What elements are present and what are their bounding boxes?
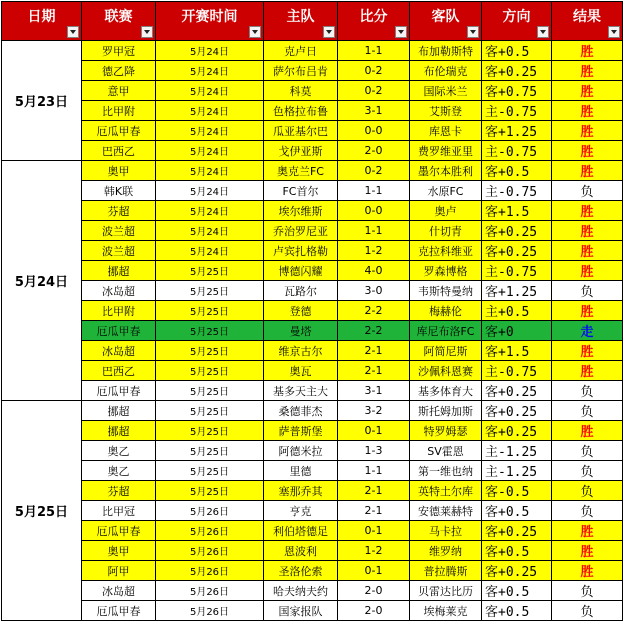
date-cell[interactable]: 5月24日	[2, 161, 82, 401]
dir-cell[interactable]: 客+1.25	[482, 281, 552, 301]
league-cell[interactable]: 厄瓜甲春	[82, 121, 156, 141]
home-cell[interactable]: 国家报队	[264, 601, 338, 621]
home-cell[interactable]: 利伯塔德足	[264, 521, 338, 541]
table-row	[2, 321, 623, 341]
header-date-label: 日期	[27, 9, 56, 25]
league-cell[interactable]: 波兰超	[82, 241, 156, 261]
away-cell[interactable]: 墨尔本胜利	[410, 161, 482, 181]
away-cell[interactable]: 布伦瑞克	[410, 61, 482, 81]
home-cell[interactable]: 桑德菲杰	[264, 401, 338, 421]
time-cell[interactable]: 5月25日	[156, 321, 264, 341]
league-cell[interactable]: 冰岛超	[82, 281, 156, 301]
date-cell[interactable]: 5月25日	[2, 401, 82, 621]
score-cell[interactable]: 0-2	[338, 61, 410, 81]
time-cell[interactable]: 5月26日	[156, 521, 264, 541]
score-cell[interactable]: 0-1	[338, 561, 410, 581]
away-cell[interactable]: 布加勒斯特	[410, 41, 482, 61]
league-cell[interactable]: 巴西乙	[82, 361, 156, 381]
time-cell[interactable]: 5月26日	[156, 581, 264, 601]
league-cell[interactable]: 奥乙	[82, 461, 156, 481]
time-cell[interactable]: 5月26日	[156, 501, 264, 521]
result-cell[interactable]: 胜	[552, 121, 623, 141]
table-row	[2, 81, 623, 101]
away-cell[interactable]: 梅赫伦	[410, 301, 482, 321]
table-row	[2, 401, 623, 421]
score-cell[interactable]: 3-0	[338, 281, 410, 301]
header-row	[2, 2, 623, 41]
result-cell[interactable]: 胜	[552, 161, 623, 181]
table-row	[2, 501, 623, 521]
score-cell[interactable]: 2-0	[338, 601, 410, 621]
dir-cell[interactable]: 客+0.5	[482, 581, 552, 601]
dir-cell[interactable]: 客+0.25	[482, 421, 552, 441]
away-cell[interactable]: 基多体育大	[410, 381, 482, 401]
league-cell[interactable]: 挪超	[82, 421, 156, 441]
home-cell[interactable]: 基多天主大	[264, 381, 338, 401]
home-cell[interactable]: 戈伊亚斯	[264, 141, 338, 161]
table-row	[2, 381, 623, 401]
result-cell[interactable]: 负	[552, 581, 623, 601]
date-cell[interactable]: 5月23日	[2, 41, 82, 161]
score-cell[interactable]: 1-2	[338, 541, 410, 561]
league-cell[interactable]: 厄瓜甲春	[82, 601, 156, 621]
table-row	[2, 481, 623, 501]
away-cell[interactable]: 奥卢	[410, 201, 482, 221]
away-cell[interactable]: 第一维也纳	[410, 461, 482, 481]
league-cell[interactable]: 挪超	[82, 401, 156, 421]
result-cell[interactable]: 负	[552, 181, 623, 201]
time-cell[interactable]: 5月24日	[156, 141, 264, 161]
dir-cell[interactable]: 客+0.5	[482, 41, 552, 61]
league-cell[interactable]: 奥甲	[82, 161, 156, 181]
dir-cell[interactable]: 客+0.25	[482, 401, 552, 421]
league-cell[interactable]: 意甲	[82, 81, 156, 101]
away-cell[interactable]: 埃梅莱克	[410, 601, 482, 621]
league-cell[interactable]: 厄瓜甲春	[82, 381, 156, 401]
time-cell[interactable]: 5月24日	[156, 181, 264, 201]
away-cell[interactable]: 阿简尼斯	[410, 341, 482, 361]
table-row	[2, 341, 623, 361]
result-cell[interactable]: 胜	[552, 81, 623, 101]
away-cell[interactable]: 什切青	[410, 221, 482, 241]
away-cell[interactable]: 斯托姆加斯	[410, 401, 482, 421]
away-cell[interactable]: SV霍恩	[410, 441, 482, 461]
home-cell[interactable]: 奥克兰FC	[264, 161, 338, 181]
result-cell[interactable]: 负	[552, 501, 623, 521]
table-row	[2, 201, 623, 221]
score-cell[interactable]: 2-1	[338, 341, 410, 361]
table-row	[2, 581, 623, 601]
result-cell[interactable]: 负	[552, 461, 623, 481]
result-cell[interactable]: 胜	[552, 101, 623, 121]
score-cell[interactable]: 1-2	[338, 241, 410, 261]
time-cell[interactable]: 5月25日	[156, 301, 264, 321]
dir-cell[interactable]: 客+0.25	[482, 381, 552, 401]
dir-cell[interactable]: 客+0.5	[482, 541, 552, 561]
score-cell[interactable]: 0-2	[338, 161, 410, 181]
dir-cell[interactable]: 主-1.25	[482, 461, 552, 481]
score-cell[interactable]: 2-1	[338, 361, 410, 381]
dir-cell[interactable]: 主-0.75	[482, 261, 552, 281]
score-cell[interactable]: 1-1	[338, 221, 410, 241]
time-cell[interactable]: 5月24日	[156, 221, 264, 241]
table-row	[2, 561, 623, 581]
score-cell[interactable]: 3-1	[338, 101, 410, 121]
table-row	[2, 241, 623, 261]
home-cell[interactable]: 奥瓦	[264, 361, 338, 381]
time-cell[interactable]: 5月26日	[156, 601, 264, 621]
filter-dropdown-icon[interactable]	[249, 26, 261, 38]
away-cell[interactable]: 库恩卡	[410, 121, 482, 141]
score-cell[interactable]: 2-1	[338, 501, 410, 521]
league-cell[interactable]: 波兰超	[82, 221, 156, 241]
league-cell[interactable]: 挪超	[82, 261, 156, 281]
score-cell[interactable]: 2-1	[338, 481, 410, 501]
table-row	[2, 281, 623, 301]
dir-cell[interactable]: 客+0	[482, 321, 552, 341]
dir-cell[interactable]: 客+0.25	[482, 521, 552, 541]
result-cell[interactable]: 胜	[552, 521, 623, 541]
league-cell[interactable]: 芬超	[82, 201, 156, 221]
home-cell[interactable]: 圣洛伦索	[264, 561, 338, 581]
time-cell[interactable]: 5月24日	[156, 241, 264, 261]
filter-dropdown-icon[interactable]	[467, 26, 479, 38]
home-cell[interactable]: 瓜亚基尔巴	[264, 121, 338, 141]
score-cell[interactable]: 1-3	[338, 441, 410, 461]
header-result[interactable]	[552, 2, 623, 41]
time-cell[interactable]: 5月25日	[156, 381, 264, 401]
table-row	[2, 41, 623, 61]
result-cell[interactable]: 负	[552, 381, 623, 401]
time-cell[interactable]: 5月25日	[156, 341, 264, 361]
result-cell[interactable]: 负	[552, 601, 623, 621]
league-cell[interactable]: 比甲冠	[82, 501, 156, 521]
home-cell[interactable]: 维京古尔	[264, 341, 338, 361]
time-cell[interactable]: 5月25日	[156, 281, 264, 301]
result-cell[interactable]: 胜	[552, 41, 623, 61]
time-cell[interactable]: 5月26日	[156, 561, 264, 581]
table-row	[2, 361, 623, 381]
header-result-label: 结果	[573, 9, 601, 25]
result-cell[interactable]: 走	[552, 321, 623, 341]
score-cell[interactable]: 0-2	[338, 81, 410, 101]
table-row	[2, 301, 623, 321]
away-cell[interactable]: 维罗纳	[410, 541, 482, 561]
filter-dropdown-icon[interactable]	[67, 26, 79, 38]
home-cell[interactable]: 博德闪耀	[264, 261, 338, 281]
dir-cell[interactable]: 客-0.5	[482, 481, 552, 501]
league-cell[interactable]: 冰岛超	[82, 581, 156, 601]
header-time-label: 开赛时间	[181, 9, 238, 25]
league-cell[interactable]: 奥甲	[82, 541, 156, 561]
time-cell[interactable]: 5月26日	[156, 541, 264, 561]
score-cell[interactable]: 2-0	[338, 141, 410, 161]
home-cell[interactable]: 塞那乔其	[264, 481, 338, 501]
dir-cell[interactable]: 客+0.5	[482, 161, 552, 181]
table-row	[2, 521, 623, 541]
filter-dropdown-icon[interactable]	[395, 26, 407, 38]
result-cell[interactable]: 胜	[552, 261, 623, 281]
time-cell[interactable]: 5月25日	[156, 421, 264, 441]
league-cell[interactable]: 巴西乙	[82, 141, 156, 161]
filter-dropdown-icon[interactable]	[608, 26, 620, 38]
away-cell[interactable]: 艾斯登	[410, 101, 482, 121]
time-cell[interactable]: 5月24日	[156, 61, 264, 81]
header-score[interactable]	[338, 2, 410, 41]
header-score-label: 比分	[359, 9, 388, 25]
league-cell[interactable]: 韩K联	[82, 181, 156, 201]
dir-cell[interactable]: 主+0.5	[482, 301, 552, 321]
result-cell[interactable]: 胜	[552, 561, 623, 581]
header-away[interactable]	[410, 2, 482, 41]
away-cell[interactable]: 安德莱赫特	[410, 501, 482, 521]
away-cell[interactable]: 英特土尔库	[410, 481, 482, 501]
dir-cell[interactable]: 客+0.5	[482, 501, 552, 521]
dir-cell[interactable]: 客+0.25	[482, 561, 552, 581]
filter-dropdown-icon[interactable]	[323, 26, 335, 38]
away-cell[interactable]: 韦斯特曼纳	[410, 281, 482, 301]
time-cell[interactable]: 5月25日	[156, 461, 264, 481]
away-cell[interactable]: 特罗姆瑟	[410, 421, 482, 441]
table-row	[2, 181, 623, 201]
away-cell[interactable]: 罗森博格	[410, 261, 482, 281]
score-cell[interactable]: 4-0	[338, 261, 410, 281]
league-cell[interactable]: 厄瓜甲春	[82, 521, 156, 541]
home-cell[interactable]: 瓦路尔	[264, 281, 338, 301]
table-row	[2, 601, 623, 621]
away-cell[interactable]: 库尼布洛FC	[410, 321, 482, 341]
away-cell[interactable]: 沙佩科恩赛	[410, 361, 482, 381]
away-cell[interactable]: 马卡拉	[410, 521, 482, 541]
home-cell[interactable]: 科莫	[264, 81, 338, 101]
header-away-label: 客队	[431, 9, 460, 25]
table-row	[2, 441, 623, 461]
dir-cell[interactable]: 主-0.75	[482, 181, 552, 201]
away-cell[interactable]: 水原FC	[410, 181, 482, 201]
score-cell[interactable]: 0-0	[338, 201, 410, 221]
time-cell[interactable]: 5月25日	[156, 361, 264, 381]
time-cell[interactable]: 5月24日	[156, 161, 264, 181]
header-league-label: 联赛	[104, 9, 133, 25]
table-row	[2, 541, 623, 561]
home-cell[interactable]: 乔治罗尼亚	[264, 221, 338, 241]
table-row	[2, 161, 623, 181]
time-cell[interactable]: 5月25日	[156, 261, 264, 281]
dir-cell[interactable]: 客+0.75	[482, 81, 552, 101]
league-cell[interactable]: 芬超	[82, 481, 156, 501]
score-cell[interactable]: 0-1	[338, 421, 410, 441]
league-cell[interactable]: 阿甲	[82, 561, 156, 581]
header-date[interactable]	[2, 2, 82, 41]
home-cell[interactable]: FC首尔	[264, 181, 338, 201]
league-cell[interactable]: 冰岛超	[82, 341, 156, 361]
league-cell[interactable]: 厄瓜甲春	[82, 321, 156, 341]
time-cell[interactable]: 5月24日	[156, 121, 264, 141]
league-cell[interactable]: 德乙降	[82, 61, 156, 81]
result-cell[interactable]: 胜	[552, 421, 623, 441]
away-cell[interactable]: 普拉腾斯	[410, 561, 482, 581]
league-cell[interactable]: 比甲附	[82, 101, 156, 121]
table-row	[2, 221, 623, 241]
score-cell[interactable]: 1-1	[338, 461, 410, 481]
dir-cell[interactable]: 主-0.75	[482, 101, 552, 121]
dir-cell[interactable]: 客+1.5	[482, 201, 552, 221]
table-row	[2, 141, 623, 161]
dir-cell[interactable]: 客+1.5	[482, 341, 552, 361]
home-cell[interactable]: 登德	[264, 301, 338, 321]
time-cell[interactable]: 5月25日	[156, 481, 264, 501]
result-cell[interactable]: 胜	[552, 361, 623, 381]
away-cell[interactable]: 国际米兰	[410, 81, 482, 101]
score-cell[interactable]: 2-0	[338, 581, 410, 601]
header-home-label: 主队	[286, 9, 315, 25]
score-cell[interactable]: 2-2	[338, 301, 410, 321]
time-cell[interactable]: 5月24日	[156, 101, 264, 121]
home-cell[interactable]: 卢宾扎格勒	[264, 241, 338, 261]
home-cell[interactable]: 恩波利	[264, 541, 338, 561]
home-cell[interactable]: 色格拉布鲁	[264, 101, 338, 121]
home-cell[interactable]: 萨尔布吕肯	[264, 61, 338, 81]
away-cell[interactable]: 贝雷达比历	[410, 581, 482, 601]
score-cell[interactable]: 0-1	[338, 521, 410, 541]
league-cell[interactable]: 比甲附	[82, 301, 156, 321]
score-cell[interactable]: 2-2	[338, 321, 410, 341]
result-cell[interactable]: 胜	[552, 341, 623, 361]
header-direction[interactable]	[482, 2, 552, 41]
home-cell[interactable]: 曼塔	[264, 321, 338, 341]
time-cell[interactable]: 5月24日	[156, 201, 264, 221]
time-cell[interactable]: 5月24日	[156, 41, 264, 61]
match-table	[1, 1, 623, 621]
time-cell[interactable]: 5月25日	[156, 441, 264, 461]
time-cell[interactable]: 5月24日	[156, 81, 264, 101]
header-home[interactable]	[264, 2, 338, 41]
away-cell[interactable]: 克拉科维亚	[410, 241, 482, 261]
result-cell[interactable]: 胜	[552, 541, 623, 561]
score-cell[interactable]: 1-1	[338, 41, 410, 61]
result-cell[interactable]: 负	[552, 281, 623, 301]
table-row	[2, 61, 623, 81]
result-cell[interactable]: 胜	[552, 241, 623, 261]
table-row	[2, 121, 623, 141]
score-cell[interactable]: 0-0	[338, 121, 410, 141]
table-row	[2, 261, 623, 281]
result-cell[interactable]: 负	[552, 401, 623, 421]
dir-cell[interactable]: 客+0.25	[482, 241, 552, 261]
result-cell[interactable]: 胜	[552, 301, 623, 321]
header-league[interactable]	[82, 2, 156, 41]
result-cell[interactable]: 负	[552, 441, 623, 461]
home-cell[interactable]: 哈夫纳夫约	[264, 581, 338, 601]
dir-cell[interactable]: 客+0.25	[482, 221, 552, 241]
filter-dropdown-icon[interactable]	[537, 26, 549, 38]
result-cell[interactable]: 胜	[552, 141, 623, 161]
home-cell[interactable]: 亨克	[264, 501, 338, 521]
table-body	[2, 41, 623, 621]
league-cell[interactable]: 奥乙	[82, 441, 156, 461]
table-row	[2, 101, 623, 121]
home-cell[interactable]: 萨普斯堡	[264, 421, 338, 441]
result-cell[interactable]: 胜	[552, 221, 623, 241]
home-cell[interactable]: 阿德米拉	[264, 441, 338, 461]
dir-cell[interactable]: 客+0.5	[482, 601, 552, 621]
filter-dropdown-icon[interactable]	[141, 26, 153, 38]
home-cell[interactable]: 里德	[264, 461, 338, 481]
dir-cell[interactable]: 客+0.25	[482, 61, 552, 81]
table-row	[2, 461, 623, 481]
result-cell[interactable]: 胜	[552, 61, 623, 81]
home-cell[interactable]: 克卢日	[264, 41, 338, 61]
dir-cell[interactable]: 客+1.25	[482, 121, 552, 141]
league-cell[interactable]: 罗甲冠	[82, 41, 156, 61]
score-cell[interactable]: 1-1	[338, 181, 410, 201]
header-time[interactable]	[156, 2, 264, 41]
away-cell[interactable]: 费罗维亚里	[410, 141, 482, 161]
score-cell[interactable]: 3-2	[338, 401, 410, 421]
dir-cell[interactable]: 主-0.75	[482, 361, 552, 381]
header-direction-label: 方向	[502, 9, 531, 25]
result-cell[interactable]: 胜	[552, 201, 623, 221]
time-cell[interactable]: 5月25日	[156, 401, 264, 421]
table-row	[2, 421, 623, 441]
dir-cell[interactable]: 主-0.75	[482, 141, 552, 161]
score-cell[interactable]: 3-1	[338, 381, 410, 401]
dir-cell[interactable]: 主-1.25	[482, 441, 552, 461]
result-cell[interactable]: 负	[552, 481, 623, 501]
home-cell[interactable]: 埃尔维斯	[264, 201, 338, 221]
